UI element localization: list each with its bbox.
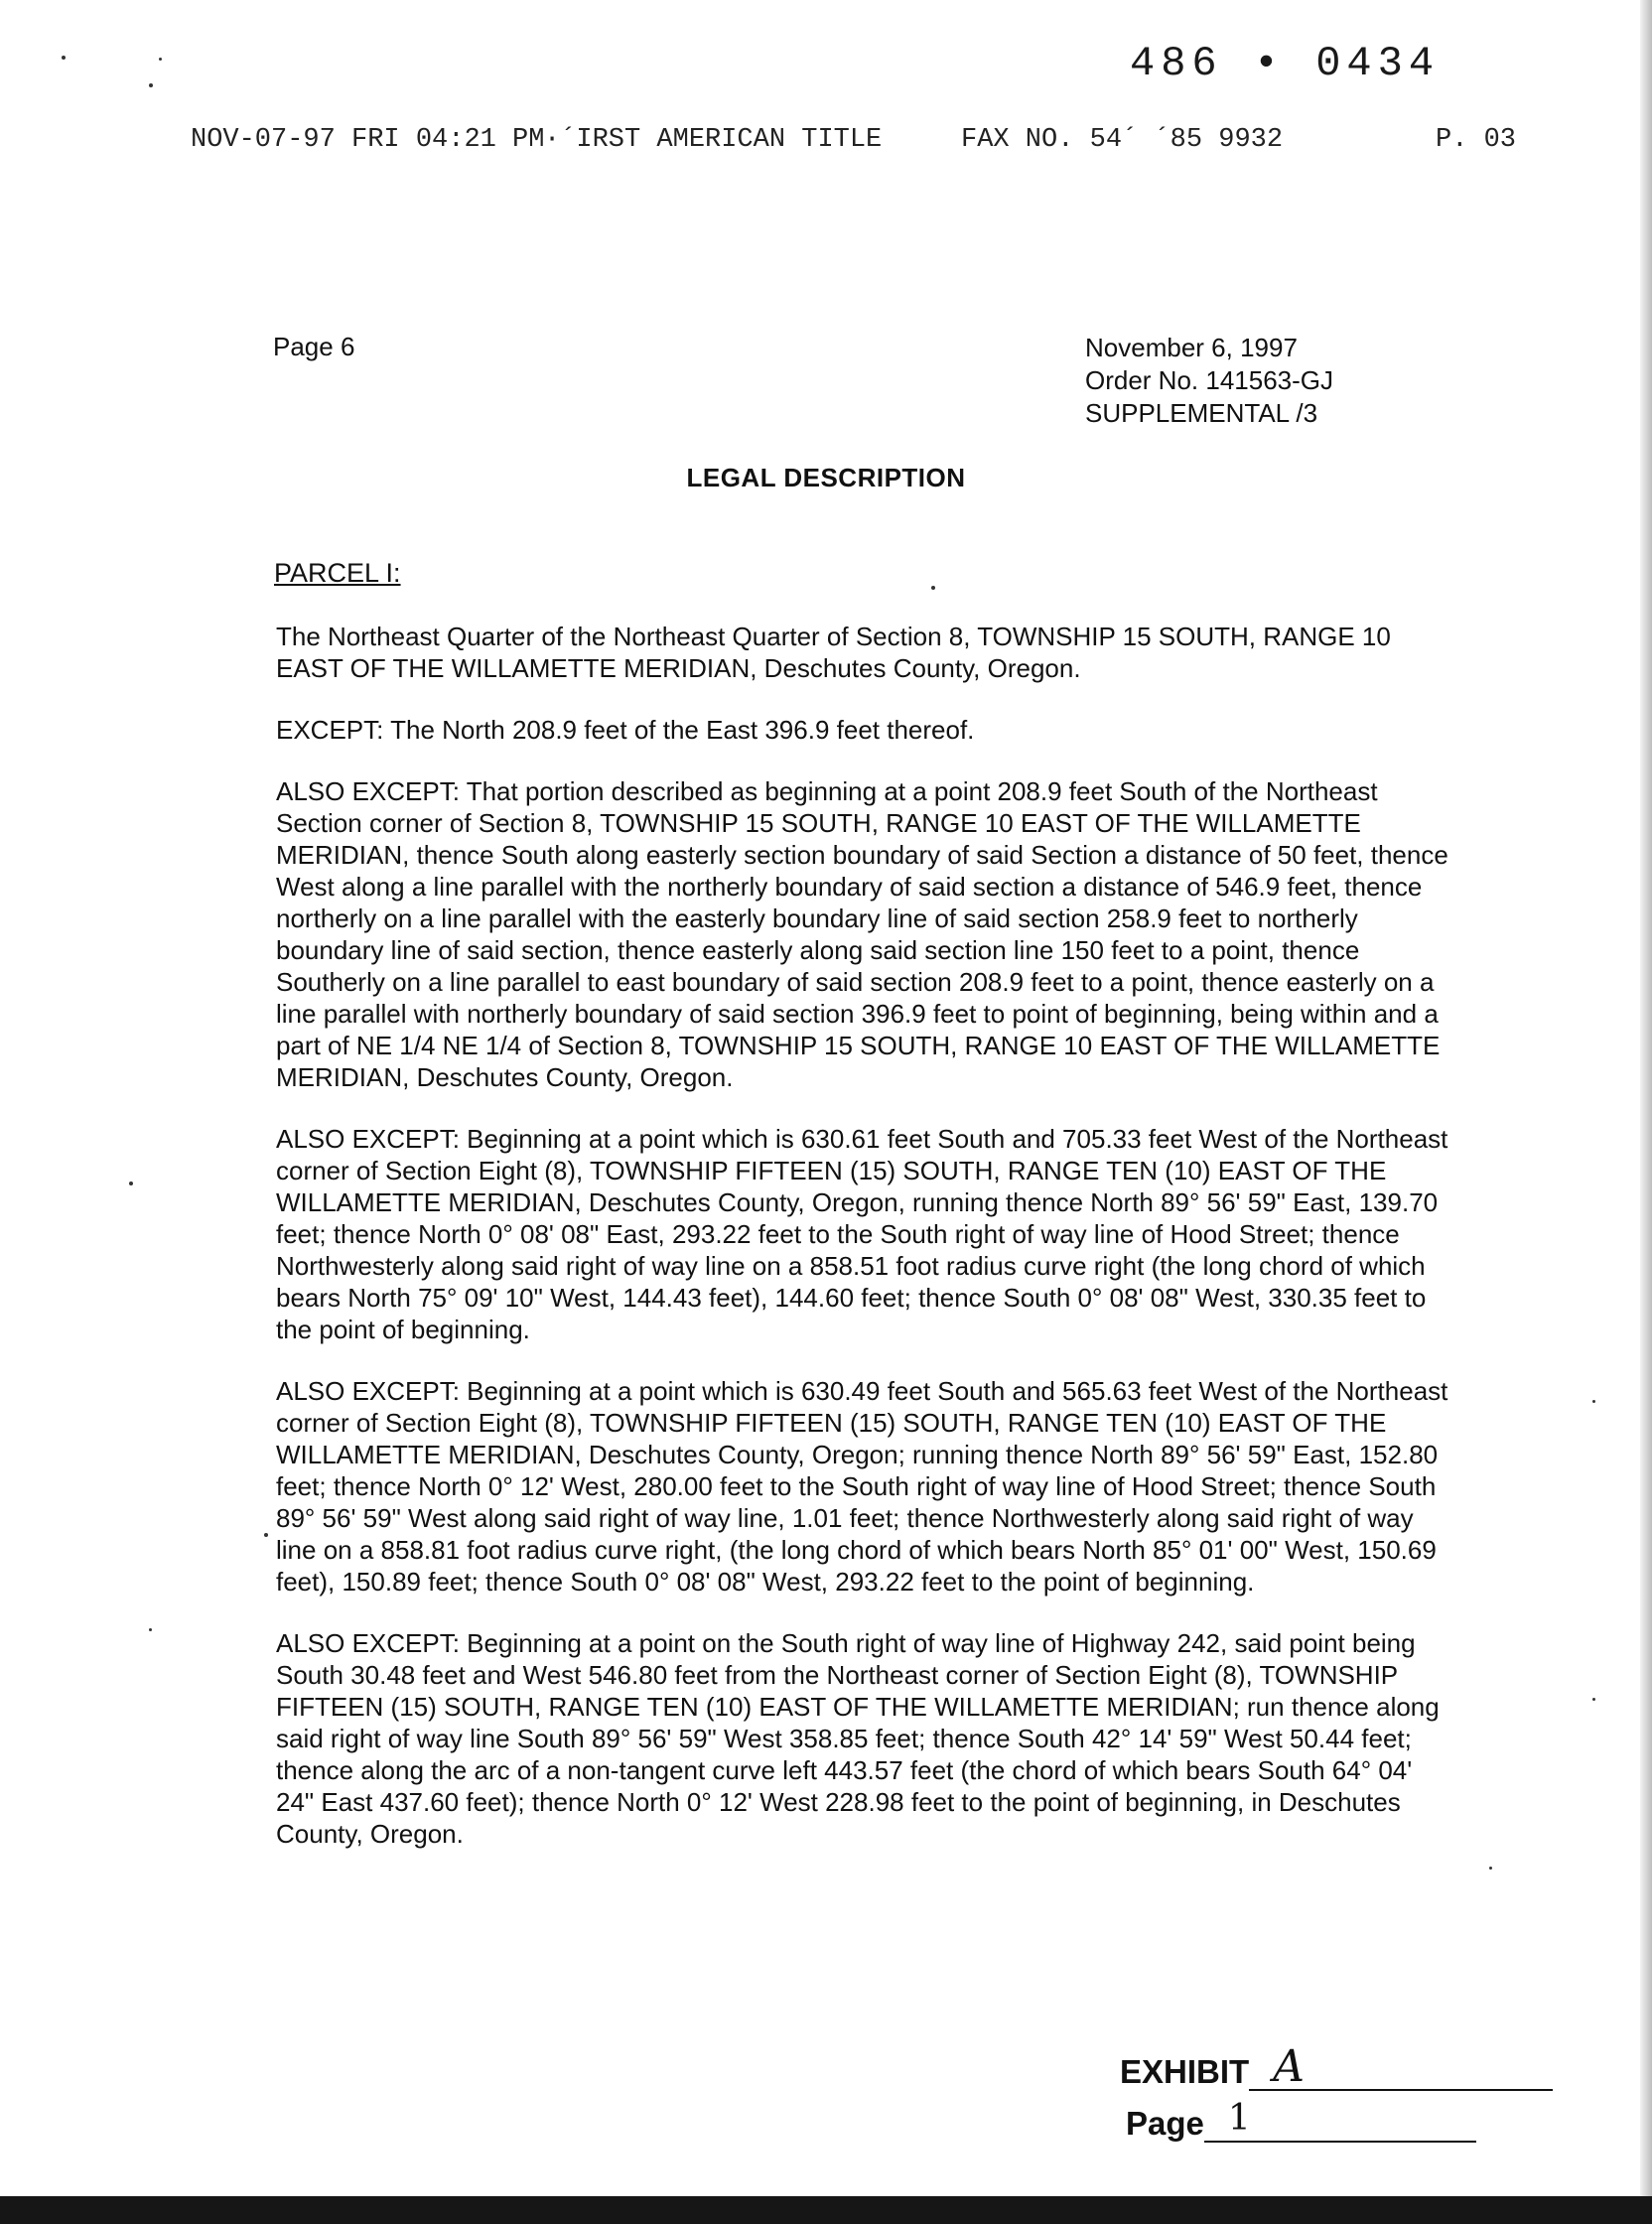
scan-speck	[931, 586, 935, 590]
scan-speck	[264, 1533, 268, 1537]
document-meta	[1085, 332, 1333, 430]
scan-speck	[159, 58, 162, 61]
scan-bottom-edge	[0, 2196, 1652, 2224]
fax-page: P. 03	[1436, 125, 1517, 155]
scan-speck	[62, 56, 66, 60]
exhibit-page-row	[1126, 2091, 1553, 2143]
supplemental-number: SUPPLEMENTAL /3	[1085, 398, 1318, 428]
page-number: Page 6	[273, 332, 355, 361]
document-title: LEGAL DESCRIPTION	[686, 463, 966, 492]
exhibit-value: A	[1249, 2045, 1553, 2091]
paragraph-also-except-2: ALSO EXCEPT: Beginning at a point which is 630.61 feet South and 705.33 feet West of the Northeast corner of Section Eight (8), TOWNSHIP FIFTEEN (15) SOUTH, RANGE TEN (10) EAST OF THE WILLAMETTE MERIDIAN, Deschutes County, Oregon, running thence North 89° 56' 59" East, 139.70 feet; thence North 0° 08' 08" East, 293.22 feet to the South right of way line of Hood Street; thence Northwesterly along said right of way line on a 858.51 foot radius curve right (the long chord of which bears North 75° 09' 10" West, 144.43 feet), 144.60 feet; thence South 0° 08' 08" West, 330.35 feet to the point of beginning.	[276, 1124, 1448, 1344]
fax-header	[0, 125, 1652, 165]
parcel-heading: PARCEL I:	[274, 558, 401, 588]
scan-speck	[1592, 1698, 1595, 1701]
exhibit-block	[1120, 2039, 1553, 2143]
scan-right-edge	[1640, 0, 1652, 2224]
paragraph-also-except-1: ALSO EXCEPT: That portion described as beginning at a point 208.9 feet South of the Northeast Section corner of Section 8, TOWNSHIP 15 SOUTH, RANGE 10 EAST OF THE WILLAMETTE MERIDIAN, thence South along easterly section boundary of said Section a distance of 50 feet, thence West along a line parallel with the northerly boundary of said section a distance of 546.9 feet, thence northerly on a line parallel with the easterly boundary line of said section 258.9 feet to northerly boundary line of said section, thence easterly along said section line 150 feet to a point, thence Southerly on a line parallel to east boundary of said section 208.9 feet to a point, thence easterly on a line parallel with northerly boundary of said section 396.9 feet to point of beginning, being within and a part of NE 1/4 NE 1/4 of Section 8, TOWNSHIP 15 SOUTH, RANGE 10 EAST OF THE WILLAMETTE MERIDIAN, Deschutes County, Oregon.	[276, 776, 1448, 1092]
exhibit-label: EXHIBIT	[1120, 2053, 1250, 2090]
paragraph-also-except-3: ALSO EXCEPT: Beginning at a point which is 630.49 feet South and 565.63 feet West of the Northeast corner of Section Eight (8), TOWNSHIP FIFTEEN (15) SOUTH, RANGE TEN (10) EAST OF THE WILLAMETTE MERIDIAN, Deschutes County, Oregon; running thence North 89° 56' 59" East, 152.80 feet; thence North 0° 12' West, 280.00 feet to the South right of way line of Hood Street; thence South 89° 56' 59" West along said right of way line, 1.01 feet; thence Northwesterly along said right of way line on a 858.81 foot radius curve right, (the long chord of which bears North 85° 01' 00" West, 150.69 feet), 150.89 feet; thence South 0° 08' 08" West, 293.22 feet to the point of beginning.	[276, 1376, 1448, 1597]
fax-datetime: NOV-07-97 FRI 04:21 PM	[191, 125, 545, 155]
scan-speck	[129, 1182, 133, 1185]
paragraph-except: EXCEPT: The North 208.9 feet of the East 396.9 feet thereof.	[276, 715, 975, 745]
scan-speck	[149, 83, 153, 87]
fax-number: FAX NO. 54´ ´85 9932	[961, 125, 1284, 155]
fax-company: ·´IRST AMERICAN TITLE	[544, 125, 883, 155]
legal-description-body	[276, 621, 1449, 1879]
exhibit-page-value: 1	[1204, 2097, 1476, 2143]
exhibit-page-label: Page	[1126, 2105, 1204, 2142]
document-stamp-number: 486 • 0434	[1130, 40, 1441, 87]
scan-speck	[1489, 1867, 1492, 1870]
paragraph-parcel-description: The Northeast Quarter of the Northeast Quarter of Section 8, TOWNSHIP 15 SOUTH, RANGE 10 EAST OF THE WILLAMETTE MERIDIAN, Deschutes County, Oregon.	[276, 622, 1391, 683]
document-date: November 6, 1997	[1085, 333, 1298, 362]
order-number: Order No. 141563-GJ	[1085, 365, 1334, 395]
paragraph-also-except-4: ALSO EXCEPT: Beginning at a point on the South right of way line of Highway 242, said point being South 30.48 feet and West 546.80 feet from the Northeast corner of Section Eight (8), TOWNSHIP FIFTEEN (15) SOUTH, RANGE TEN (10) EAST OF THE WILLAMETTE MERIDIAN; run thence along said right of way line South 89° 56' 59" West 358.85 feet; thence South 42° 14' 59" West 50.44 feet; thence along the arc of a non-tangent curve left 443.57 feet (the chord of which bears South 64° 04' 24" East 437.60 feet); thence North 0° 12' West 228.98 feet to the point of beginning, in Deschutes County, Oregon.	[276, 1628, 1440, 1849]
scan-speck	[1592, 1400, 1595, 1403]
scan-speck	[149, 1628, 152, 1631]
exhibit-row	[1120, 2039, 1553, 2091]
